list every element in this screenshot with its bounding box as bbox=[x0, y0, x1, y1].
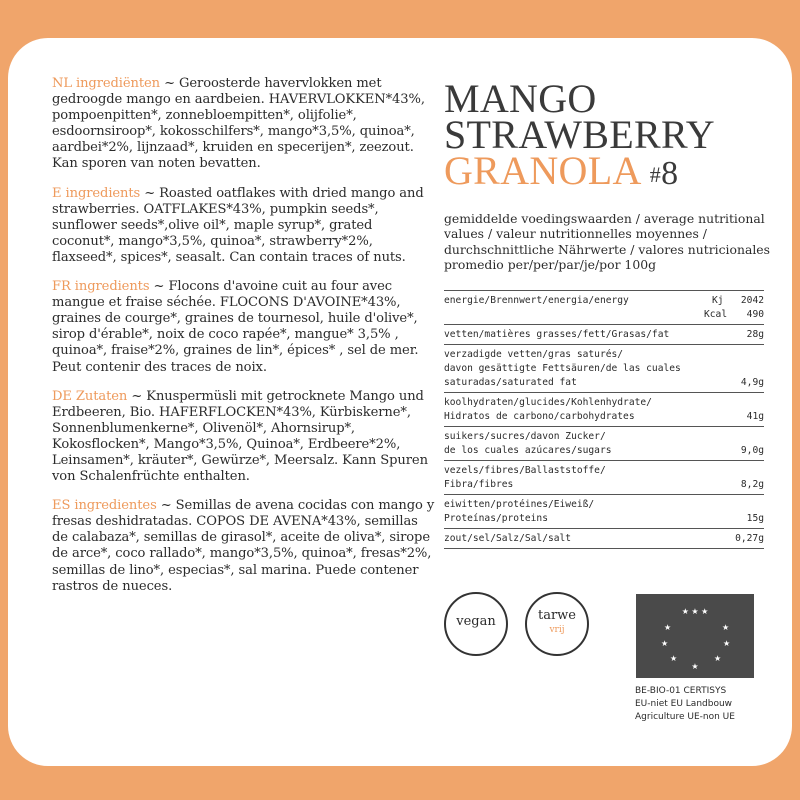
eu-organic-logo bbox=[636, 594, 754, 678]
wheat-free-badge: tarwe vrij bbox=[525, 592, 589, 656]
ingredients-heading: ES ingredientes bbox=[52, 498, 157, 514]
svg-text:★: ★ bbox=[714, 654, 722, 663]
ingredients-heading: FR ingredients bbox=[52, 279, 150, 295]
ingredients-en bbox=[52, 186, 437, 266]
svg-text:★: ★ bbox=[670, 654, 678, 663]
ingredients-text: ~ Roasted oatflakes with dried mango and strawberries. OATFLAKES*43%, pumpkin seeds*, sunflower seeds*,olive oil*, maple syrup*, grated coconut*, mango*3,5%, quinoa*, strawberry*2%, flaxseed*, spices*, seasalt. Can contain traces of nuts. bbox=[52, 185, 424, 265]
nutrition-row-fat: vetten/matières grasses/fett/Grasas/fat 28g bbox=[444, 325, 764, 345]
ingredients-text: ~ Knuspermüsli mit getrocknete Mango und Erdbeeren, Bio. HAFERFLOCKEN*43%, Kürbiskerne*, Sonnenblumenkerne*, Olivenöl*, Ahornsirup*, Kokosflocken*, Mango*3,5%, Quinoa*, Erdbeere*2%, Leinsamen*, kräuter*, Gewürze*, Meersalz. Kann Spuren von Schalenfrüchte enthalten. bbox=[52, 388, 428, 485]
nutrition-row-salt: zout/sel/Salz/Sal/salt 0,27g bbox=[444, 529, 764, 549]
ingredients-es bbox=[52, 498, 437, 595]
svg-text:★: ★ bbox=[664, 623, 672, 632]
nutrition-intro: gemiddelde voedingswaarden / average nutritional values / valeur nutritionnelles moyennes / durchschnittliche Nährwerte / valores nutricionales promedio per/per/par/je/por 100g bbox=[444, 211, 770, 272]
ingredients-text: ~ Semillas de avena cocidas con mango y fresas deshidratadas. COPOS DE AVENA*43%, semillas de calabaza*, semillas de girasol*, aceite de oliva*, sirope de arce*, coco rallado*, mango*3,5%, quinoa*, fresas*2%, semillas de lino*, especias*, sal marina. Puede contener rastros de nueces. bbox=[52, 498, 435, 594]
ingredients-column bbox=[52, 76, 437, 608]
ingredients-heading: DE Zutaten bbox=[52, 388, 128, 404]
title-line-granola: GRANOLA #8 bbox=[444, 148, 679, 193]
ingredients-text: ~ Flocons d'avoine cuit au four avec mangue et fraise séchée. FLOCONS D'AVOINE*43%, graines de courge*, graines de tournesol, huile d'olive*, sirop d'érable*, noix de coco rapée*, mangue* 3,5% , quinoa*, fraise*2%, graines de lin*, épices* , sel de mer. Peut contenir des traces de noix. bbox=[52, 279, 419, 375]
title-line-mango: MANGO bbox=[444, 76, 597, 121]
eu-certification-text: BE-BIO-01 CERTISYS EU-niet EU Landbouw Agriculture UE-non UE bbox=[635, 686, 735, 722]
ingredients-de bbox=[52, 389, 437, 486]
product-title bbox=[444, 76, 715, 193]
svg-text:★: ★ bbox=[722, 623, 730, 632]
svg-text:★ ★ ★: ★ ★ ★ bbox=[681, 607, 709, 616]
nutrition-row-energy: energie/Brennwert/energia/energy Kj 2042 Kcal 490 bbox=[444, 290, 764, 325]
nutrition-row-carbohydrates: koolhydraten/glucides/Kohlenhydrate/ Hidratos de carbono/carbohydrates 41g bbox=[444, 393, 764, 427]
ingredients-heading: E ingredients bbox=[52, 185, 141, 201]
nutrition-row-fibres: vezels/fibres/Ballaststoffe/ Fibra/fibres 8,2g bbox=[444, 461, 764, 495]
eu-leaf-icon bbox=[636, 594, 754, 678]
title-line-strawberry: STRAWBERRY bbox=[444, 112, 715, 157]
svg-text:★: ★ bbox=[723, 639, 731, 648]
ingredients-text: ~ Geroosterde havervlokken met gedroogde mango en aardbeien. HAVERVLOKKEN*43%, pompoenpitten*, zonnebloempitten*, olijfolie*, esdoornsiroop*, kokosschilfers*, mango*3,5%, quinoa*, aardbei*2%, lijnzaad*, kruiden en specerijen*, zeezout. Kan sporen van noten bevatten. bbox=[52, 76, 425, 172]
ingredients-nl bbox=[52, 76, 437, 173]
nutrition-row-proteins: eiwitten/protéines/Eiweiß/ Proteínas/proteins 15g bbox=[444, 495, 764, 529]
vegan-badge: vegan bbox=[444, 592, 508, 656]
ingredients-heading: NL ingrediënten bbox=[52, 76, 161, 91]
ingredients-fr bbox=[52, 279, 437, 376]
svg-text:★: ★ bbox=[661, 639, 669, 648]
label-card bbox=[8, 38, 792, 766]
product-number: #8 bbox=[649, 155, 679, 192]
nutrition-row-sugars: suikers/sucres/davon Zucker/ de los cuales azúcares/sugars 9,0g bbox=[444, 427, 764, 461]
nutrition-table bbox=[444, 290, 764, 549]
nutrition-row-saturated-fat: verzadigde vetten/gras saturés/ davon gesättigte Fettsäuren/de las cuales saturadas/saturated fat 4,9g bbox=[444, 345, 764, 393]
svg-text:★: ★ bbox=[691, 662, 699, 671]
